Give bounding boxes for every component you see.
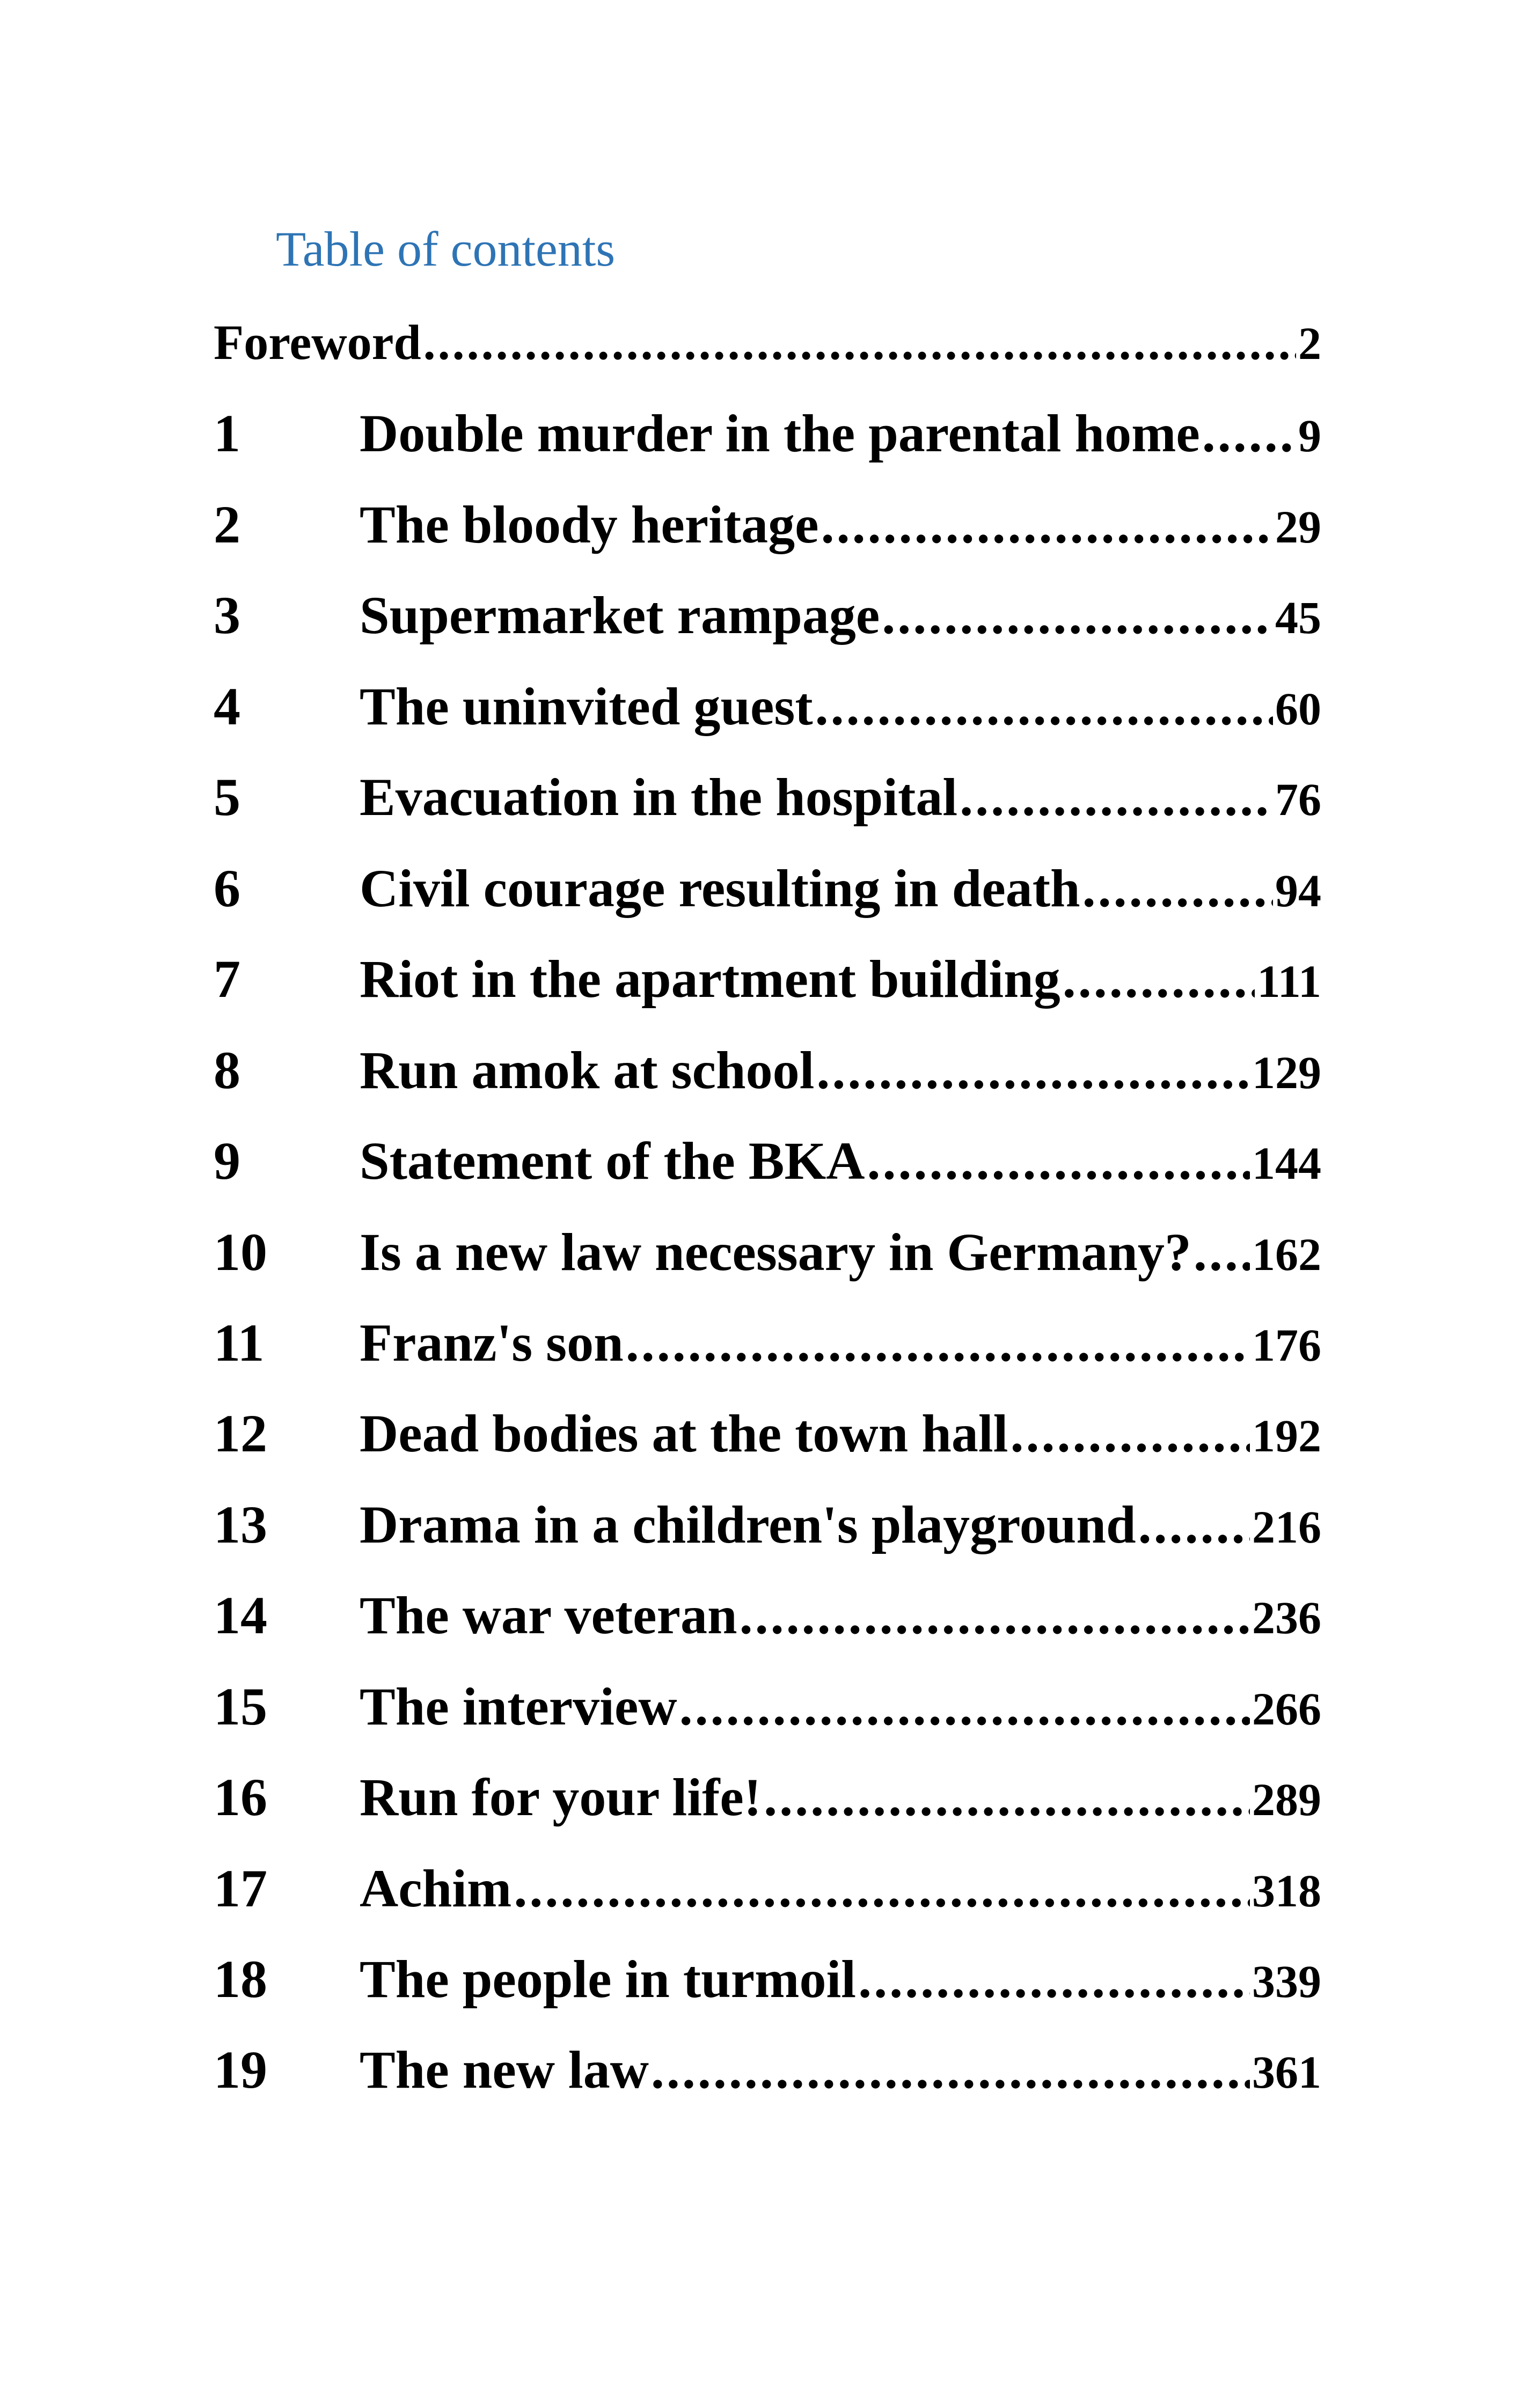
toc-entry[interactable] xyxy=(214,1948,1321,2013)
dot-leader xyxy=(882,584,1273,646)
dot-leader xyxy=(1082,857,1273,919)
toc-entry-page: 94 xyxy=(1275,865,1321,916)
toc-entry-page: 216 xyxy=(1252,1501,1321,1553)
dot-leader xyxy=(1194,1221,1250,1283)
toc-entry-title: Drama in a children's playground xyxy=(360,1495,1136,1554)
toc-entry-number: 15 xyxy=(214,1677,267,1736)
toc-entry-page: 289 xyxy=(1252,1774,1321,1825)
dot-leader xyxy=(867,1130,1250,1192)
toc-entry-page: 60 xyxy=(1275,683,1321,735)
toc-entry-number: 7 xyxy=(214,949,240,1009)
toc-entry-title: Is a new law necessary in Germany? xyxy=(360,1222,1191,1282)
toc-entry-page: 266 xyxy=(1252,1683,1321,1735)
toc-entry-page: 339 xyxy=(1252,1956,1321,2007)
toc-entry-page: 76 xyxy=(1275,774,1321,825)
toc-entry[interactable] xyxy=(214,857,1321,922)
toc-entry-page: 176 xyxy=(1252,1319,1321,1371)
toc-entry[interactable] xyxy=(214,1130,1321,1194)
dot-leader xyxy=(1010,1403,1250,1464)
toc-entry[interactable] xyxy=(214,1584,1321,1649)
toc-entry-title: Run for your life! xyxy=(360,1767,762,1827)
toc-entry-number: 18 xyxy=(214,1949,267,2009)
toc-entry-title: Evacuation in the hospital xyxy=(360,767,958,827)
toc-entry-number: 12 xyxy=(214,1404,267,1463)
toc-entry-title: Supermarket rampage xyxy=(360,585,880,645)
toc-entry-title: Achim xyxy=(360,1859,512,1918)
toc-heading: Table of contents xyxy=(276,222,616,276)
toc-entry[interactable] xyxy=(214,494,1321,558)
toc-entry-title: Foreword xyxy=(214,315,421,370)
toc-entry[interactable] xyxy=(214,1403,1321,1467)
toc-entry-page: 29 xyxy=(1275,501,1321,553)
dot-leader xyxy=(514,1858,1250,1919)
dot-leader xyxy=(960,766,1273,828)
toc-entry-number: 11 xyxy=(214,1313,265,1372)
toc-entry-number: 4 xyxy=(214,677,240,736)
toc-entry-title: The new law xyxy=(360,2040,649,2099)
toc-entry-page: 361 xyxy=(1252,2046,1321,2098)
toc-entry-page: 192 xyxy=(1252,1410,1321,1462)
toc-entry-title: Civil courage resulting in death xyxy=(360,858,1080,918)
toc-entry-page: 2 xyxy=(1298,318,1321,369)
toc-entry-title: Double murder in the parental home xyxy=(360,403,1200,463)
toc-entry-title: The uninvited guest xyxy=(360,677,813,736)
toc-entry-number: 3 xyxy=(214,585,240,645)
dot-leader xyxy=(816,1039,1250,1101)
toc-entry-number: 19 xyxy=(214,2040,267,2099)
toc-entry[interactable] xyxy=(214,1312,1321,1376)
toc-entry[interactable] xyxy=(214,1858,1321,1922)
toc-entry[interactable] xyxy=(214,1766,1321,1831)
toc-entry-title: The bloody heritage xyxy=(360,495,819,554)
toc-entry-title: The interview xyxy=(360,1677,677,1736)
toc-entry[interactable] xyxy=(214,2039,1321,2103)
toc-entry[interactable] xyxy=(214,1039,1321,1104)
toc-entry-title: Run amok at school xyxy=(360,1040,815,1100)
dot-leader xyxy=(651,2039,1250,2101)
toc-entry-title: Riot in the apartment building xyxy=(360,949,1060,1009)
toc-entry[interactable] xyxy=(214,766,1321,831)
dot-leader xyxy=(679,1676,1250,1737)
toc-entry-title: Dead bodies at the town hall xyxy=(360,1404,1008,1463)
toc-entry-title: The people in turmoil xyxy=(360,1949,857,2009)
toc-entry[interactable] xyxy=(214,1676,1321,1740)
dot-leader xyxy=(764,1766,1250,1828)
toc-entry-number: 5 xyxy=(214,767,240,827)
toc-entry-number: 1 xyxy=(214,403,240,463)
toc-entry-page: 111 xyxy=(1257,956,1321,1007)
dot-leader xyxy=(858,1948,1250,2010)
toc-entry-number: 16 xyxy=(214,1767,267,1827)
dot-leader xyxy=(1202,402,1296,464)
toc-entry[interactable] xyxy=(214,1494,1321,1558)
toc-entry-page: 318 xyxy=(1252,1865,1321,1917)
toc-entry-page: 236 xyxy=(1252,1592,1321,1643)
toc-entry-number: 9 xyxy=(214,1131,240,1191)
toc-entry-page: 129 xyxy=(1252,1047,1321,1098)
dot-leader xyxy=(1138,1494,1250,1555)
dot-leader xyxy=(821,494,1273,555)
dot-leader xyxy=(1063,948,1255,1010)
toc-entry-number: 6 xyxy=(214,858,240,918)
toc-entry-number: 2 xyxy=(214,495,240,554)
toc-entry-page: 162 xyxy=(1252,1229,1321,1280)
toc-entry-number: 8 xyxy=(214,1040,240,1100)
toc-entry-page: 45 xyxy=(1275,592,1321,643)
toc-entry-number: 10 xyxy=(214,1222,267,1282)
toc-entry-page: 9 xyxy=(1298,410,1321,461)
toc-entry[interactable] xyxy=(214,676,1321,740)
toc-entry[interactable] xyxy=(214,584,1321,649)
toc-entry[interactable] xyxy=(214,1221,1321,1286)
dot-leader xyxy=(423,314,1296,371)
toc-entry[interactable] xyxy=(214,402,1321,467)
toc-entry-number: 13 xyxy=(214,1495,267,1554)
toc-entry-foreword[interactable] xyxy=(214,314,1321,378)
dot-leader xyxy=(740,1584,1250,1646)
toc-entry-page: 144 xyxy=(1252,1137,1321,1189)
toc-entry-number: 17 xyxy=(214,1859,267,1918)
dot-leader xyxy=(815,676,1273,737)
toc-entry-title: The war veteran xyxy=(360,1585,737,1645)
dot-leader xyxy=(626,1312,1250,1374)
toc-entry[interactable] xyxy=(214,948,1321,1012)
toc-entry-number: 14 xyxy=(214,1585,267,1645)
toc-entry-title: Franz's son xyxy=(360,1313,624,1372)
toc-entry-title: Statement of the BKA xyxy=(360,1131,865,1191)
